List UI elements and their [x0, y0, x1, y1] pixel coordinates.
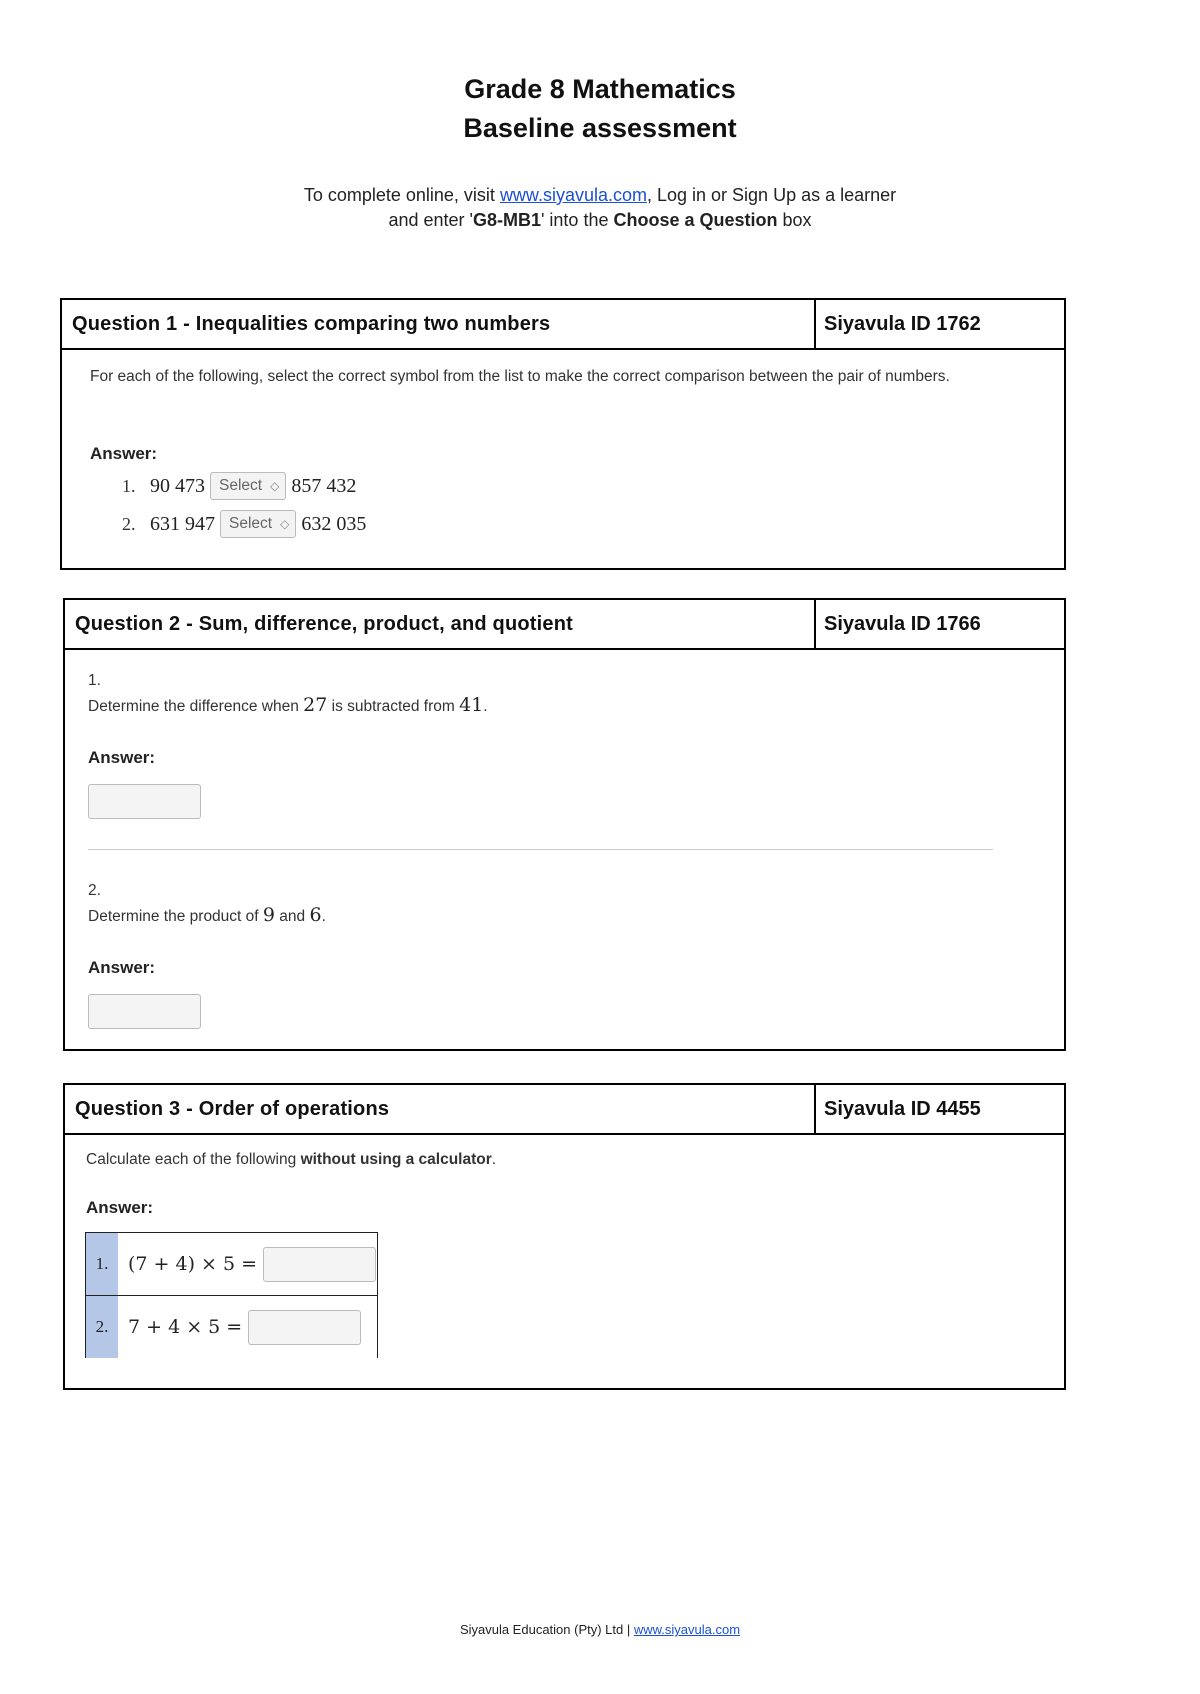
part-text: and	[275, 908, 310, 925]
question-3-answer-label: Answer:	[86, 1198, 154, 1217]
row-number: 1.	[86, 1233, 118, 1295]
choose-question-box-name: Choose a Question	[613, 210, 778, 230]
part-1-number: 1.	[88, 672, 101, 689]
intro-text: ' into the	[540, 210, 614, 230]
question-1-instruction: For each of the following, select the correct symbol from the list to make the correct comparison between the pair of numbers.	[90, 368, 950, 385]
select-placeholder: Select	[219, 477, 263, 494]
question-3-siyavula-id: Siyavula ID 4455	[814, 1085, 1064, 1133]
order-of-operations-table	[85, 1232, 378, 1358]
question-1-title: Question 1 - Inequalities comparing two numbers	[72, 313, 551, 335]
question-1-box	[60, 298, 1066, 570]
intro-text: To complete online, visit	[303, 185, 500, 205]
table-row	[86, 1295, 377, 1358]
part-text: .	[321, 908, 326, 925]
instruction-text: Calculate each of the following	[86, 1151, 301, 1168]
inequality-item-2	[122, 510, 366, 538]
siyavula-link[interactable]: www.siyavula.com	[499, 185, 647, 205]
math-value: 9	[262, 904, 275, 926]
part-1-answer-input[interactable]	[88, 784, 201, 819]
right-number: 857 432	[291, 474, 357, 497]
assessment-code: G8-MB1	[472, 210, 541, 230]
page-footer	[0, 1622, 1200, 1637]
part-divider	[88, 849, 993, 850]
select-chevron-icon: ◇	[280, 517, 290, 531]
question-2-siyavula-id: Siyavula ID 1766	[814, 600, 1064, 648]
question-2-title: Question 2 - Sum, difference, product, and quotient	[75, 613, 574, 635]
part-2-answer-input[interactable]	[88, 994, 201, 1029]
document-title-line2: Baseline assessment	[463, 113, 737, 143]
question-3-header	[65, 1083, 1064, 1135]
item-number: 1.	[122, 475, 136, 496]
math-value: 41	[459, 694, 484, 716]
question-3-title: Question 3 - Order of operations	[75, 1098, 390, 1120]
select-placeholder: Select	[229, 515, 273, 532]
question-1-siyavula-id: Siyavula ID 1762	[814, 300, 1064, 348]
intro-text: and enter '	[388, 210, 473, 230]
question-1-header	[62, 300, 1064, 350]
symbol-select[interactable]	[220, 510, 296, 538]
part-text: is subtracted from	[327, 698, 460, 715]
expression-answer-input[interactable]	[248, 1310, 361, 1345]
table-row	[86, 1233, 377, 1295]
inequality-item-1	[122, 472, 356, 500]
left-number: 90 473	[150, 474, 205, 497]
intro-line-1	[0, 183, 1200, 208]
part-text: .	[483, 698, 488, 715]
question-3-body	[65, 1133, 1064, 1388]
left-number: 631 947	[150, 512, 215, 535]
select-chevron-icon: ◇	[270, 479, 280, 493]
intro-text: , Log in or Sign Up as a learner	[646, 185, 897, 205]
math-value: 27	[303, 694, 328, 716]
part-text: Determine the product of	[88, 908, 263, 925]
row-number: 2.	[86, 1296, 118, 1358]
question-1-body	[62, 350, 1064, 568]
part-1-text	[88, 692, 488, 720]
instruction-text: .	[491, 1151, 497, 1168]
question-1-answer-label: Answer:	[90, 444, 158, 463]
part-1-answer-label: Answer:	[88, 748, 156, 767]
instruction-emphasis: without using a calculator	[300, 1151, 492, 1168]
document-header	[0, 70, 1200, 148]
symbol-select[interactable]	[210, 472, 286, 500]
item-number: 2.	[122, 513, 136, 534]
footer-link[interactable]: www.siyavula.com	[633, 1622, 741, 1637]
question-2-body	[65, 650, 1064, 1049]
part-2-answer-label: Answer:	[88, 958, 156, 977]
question-3-instruction	[86, 1147, 496, 1173]
intro-instructions	[0, 183, 1200, 233]
expression-answer-input[interactable]	[263, 1247, 376, 1282]
right-number: 632 035	[301, 512, 367, 535]
intro-text: box	[777, 210, 812, 230]
question-2-header	[65, 600, 1064, 650]
part-2-text	[88, 902, 326, 930]
document-title-line1: Grade 8 Mathematics	[464, 74, 736, 104]
question-2-box	[63, 598, 1066, 1051]
part-2-number: 2.	[88, 882, 101, 899]
expression: (7 + 4) × 5 =	[128, 1253, 258, 1275]
question-3-box	[63, 1083, 1066, 1390]
math-value: 6	[309, 904, 322, 926]
footer-text: Siyavula Education (Pty) Ltd |	[459, 1622, 634, 1637]
part-text: Determine the difference when	[88, 698, 304, 715]
intro-line-2	[0, 208, 1200, 233]
expression: 7 + 4 × 5 =	[128, 1316, 243, 1338]
